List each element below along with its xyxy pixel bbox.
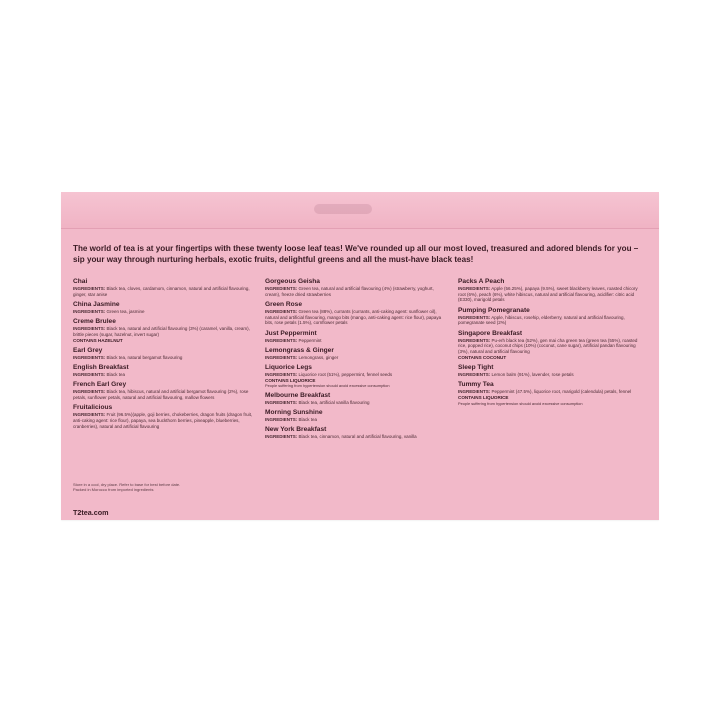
embossed-logo-mark — [314, 204, 372, 214]
tea-entry — [265, 301, 450, 326]
tea-column-3 — [458, 278, 643, 409]
tea-entry — [265, 278, 450, 297]
tea-entry — [73, 318, 258, 343]
tea-name: Fruitalicious — [73, 404, 113, 412]
tea-entry — [458, 307, 643, 326]
ingredients-label: INGREDIENTS: — [265, 354, 298, 360]
tea-name: Melbourne Breakfast — [265, 391, 331, 399]
box-back-panel — [61, 228, 659, 520]
ingredients-text: Liquorice root (51%), peppermint, fennel seeds — [298, 371, 393, 377]
box-lid — [61, 192, 659, 229]
tea-entry — [458, 330, 643, 361]
allergen-warning: CONTAINS COCONUT — [458, 354, 507, 360]
ingredients-label: INGREDIENTS: — [73, 412, 106, 418]
tea-ingredients — [458, 286, 643, 303]
tea-ingredients — [458, 389, 643, 395]
ingredients-text: Black tea, cinnamon, natural and artificial flavouring, vanilla — [298, 434, 417, 440]
storage-line: Store in a cool, dry place. Refer to base for best before date. — [73, 482, 181, 487]
ingredients-label: INGREDIENTS: — [458, 286, 491, 291]
health-note: People suffering from hypertension should avoid excessive consumption — [265, 383, 390, 389]
tea-ingredients — [73, 389, 258, 400]
tea-ingredients — [73, 355, 258, 361]
tea-name: Earl Grey — [73, 346, 103, 354]
tea-entry — [73, 347, 258, 361]
ingredients-text: Green tea, natural and artificial flavouring (4%) (strawberry, yoghurt, cream), freeze dried strawberries — [265, 286, 434, 297]
ingredients-label: INGREDIENTS: — [73, 308, 106, 314]
ingredients-text: Lemongrass, ginger — [298, 354, 339, 360]
tea-ingredients — [265, 355, 450, 361]
tea-entry — [265, 347, 450, 361]
ingredients-label: INGREDIENTS: — [265, 399, 298, 405]
allergen-warning: CONTAINS LIQUORICE — [265, 377, 316, 383]
ingredients-label: INGREDIENTS: — [265, 434, 298, 440]
tea-entry — [73, 301, 258, 315]
tea-entry — [265, 330, 450, 344]
ingredients-text: Peppermint — [298, 337, 322, 343]
health-note: People suffering from hypertension should avoid excessive consumption — [458, 400, 583, 406]
tea-ingredients — [265, 417, 450, 423]
ingredients-text: Fruit (96.5%)(apple, goji berries, chokeberries, dragon fruits (dragon fruit, anti-caking agent: rice flour), papaya, sea buckthorn berries, pineapple, blueberries, cranberries), natural and artificial flavouring — [73, 412, 253, 429]
ingredients-label: INGREDIENTS: — [73, 372, 106, 378]
tea-ingredients — [73, 309, 258, 315]
ingredients-text: Apple (56.25%), papaya (9.5%), sweet blackberry leaves, roasted chicory root (6%), peach (6%), white hibiscus, natural and artificial flavouring, acidifier: citric acid (E330), marigold petals — [458, 286, 638, 303]
tea-name: Singapore Breakfast — [458, 329, 523, 337]
tea-name: Liquorice Legs — [265, 363, 312, 371]
ingredients-text: Black tea, cloves, cardamom, cinnamon, natural and artificial flavouring, ginger, star anise — [73, 286, 250, 297]
tea-ingredients — [265, 338, 450, 344]
tea-name: Morning Sunshine — [265, 409, 323, 417]
ingredients-text: Pu-erh black tea (52%), gen mai cha green tea (green tea (55%), roasted rice, popped rice), coconut chips (10%) (coconut, cane sugar), artificial pandan flavouring (3%), natural and artificial flavouring — [458, 337, 638, 354]
tea-name: Gorgeous Geisha — [265, 278, 320, 285]
ingredients-text: Green tea, jasmine — [106, 308, 145, 314]
tea-entry — [265, 426, 450, 440]
tea-name: Creme Brulee — [73, 318, 116, 326]
tea-entry — [458, 364, 643, 378]
ingredients-text: Black tea, natural and artificial flavouring (3%) (caramel, vanilla, cream), brittle pieces (sugar, hazelnut, invert sugar) — [73, 326, 250, 337]
ingredients-text: Black tea, hibiscus, natural and artificial bergamot flavouring (2%), rose petals, sunflower petals, natural and artificial flavouring, mallow flowers — [73, 389, 249, 400]
ingredients-text: Black tea — [298, 417, 318, 423]
tea-ingredients — [265, 400, 450, 406]
tea-name: French Earl Grey — [73, 381, 127, 389]
tea-entry — [458, 381, 643, 406]
tea-name: Chai — [73, 278, 88, 285]
tea-ingredients — [73, 372, 258, 378]
ingredients-text: Black tea — [106, 372, 126, 378]
tea-ingredients — [458, 338, 643, 355]
ingredients-label: INGREDIENTS: — [265, 308, 298, 314]
tea-name: English Breakfast — [73, 364, 129, 372]
ingredients-text: Apple, hibiscus, rosehip, elderberry, natural and artificial flavouring, pomegranate seed (2%) — [458, 314, 625, 326]
ingredients-label: INGREDIENTS: — [265, 337, 298, 343]
tea-name: Sleep Tight — [458, 363, 494, 371]
ingredients-label: INGREDIENTS: — [458, 371, 491, 377]
intro-text: The world of tea is at your fingertips with these twenty loose leaf teas! We've rounded up all our most loved, treasured and adored blends for you – sip your way through nurturing herbals, exotic fruits, delightful greens and all the must-have black teas! — [73, 244, 639, 264]
ingredients-label: INGREDIENTS: — [265, 417, 298, 423]
tea-entry — [265, 409, 450, 423]
ingredients-text: Black tea, natural bergamot flavouring — [106, 354, 183, 360]
tea-entry — [73, 381, 258, 400]
ingredients-label: INGREDIENTS: — [458, 389, 491, 395]
tea-ingredients — [265, 309, 450, 326]
tea-name: New York Breakfast — [265, 426, 327, 434]
tea-entry — [265, 364, 450, 389]
ingredients-label: INGREDIENTS: — [265, 371, 298, 377]
tea-name: Pumping Pomegranate — [458, 306, 530, 314]
tea-ingredients — [265, 434, 450, 440]
ingredients-label: INGREDIENTS: — [73, 389, 106, 395]
allergen-warning: CONTAINS HAZELNUT — [73, 337, 123, 343]
tea-ingredients — [73, 286, 258, 297]
tea-box — [61, 192, 659, 520]
ingredients-text: Black tea, artificial vanilla flavouring — [298, 399, 370, 405]
tea-entry — [73, 404, 258, 429]
ingredients-label: INGREDIENTS: — [458, 314, 491, 320]
tea-name: Green Rose — [265, 300, 303, 308]
packing-line: Packed in Morocco from imported ingredients — [73, 487, 154, 492]
tea-name: Lemongrass & Ginger — [265, 346, 334, 354]
tea-ingredients — [458, 372, 643, 378]
tea-name: Just Peppermint — [265, 329, 317, 337]
tea-name: Packs A Peach — [458, 278, 505, 285]
ingredients-text: Green tea (88%), currants (currants, anti-caking agent: sunflower oil), natural and artificial flavouring, mango bits (mango, anti-caking agent: rice flour), papaya bits, rose petals (1.5%), cornflower petals — [265, 308, 442, 326]
tea-name: Tummy Tea — [458, 381, 494, 389]
ingredients-label: INGREDIENTS: — [73, 286, 106, 291]
tea-ingredients — [73, 412, 258, 429]
brand-url: T2tea.com — [73, 508, 109, 517]
tea-entry — [265, 392, 450, 406]
storage-info — [73, 482, 263, 492]
tea-column-2 — [265, 278, 450, 444]
tea-entry — [73, 278, 258, 297]
tea-entry — [458, 278, 643, 303]
ingredients-label: INGREDIENTS: — [73, 326, 106, 332]
ingredients-text: Peppermint (47.5%), liquorice root, marigold (calendula) petals, fennel — [491, 389, 632, 395]
ingredients-label: INGREDIENTS: — [73, 354, 106, 360]
ingredients-text: Lemon balm (91%), lavender, rose petals — [491, 371, 574, 377]
allergen-warning: CONTAINS LIQUORICE — [458, 394, 509, 400]
tea-ingredients — [73, 326, 258, 337]
tea-entry — [73, 364, 258, 378]
tea-name: China Jasmine — [73, 300, 120, 308]
tea-column-1 — [73, 278, 258, 433]
ingredients-label: INGREDIENTS: — [458, 337, 491, 343]
ingredients-label: INGREDIENTS: — [265, 286, 298, 291]
tea-ingredients — [458, 315, 643, 326]
tea-ingredients — [265, 286, 450, 297]
